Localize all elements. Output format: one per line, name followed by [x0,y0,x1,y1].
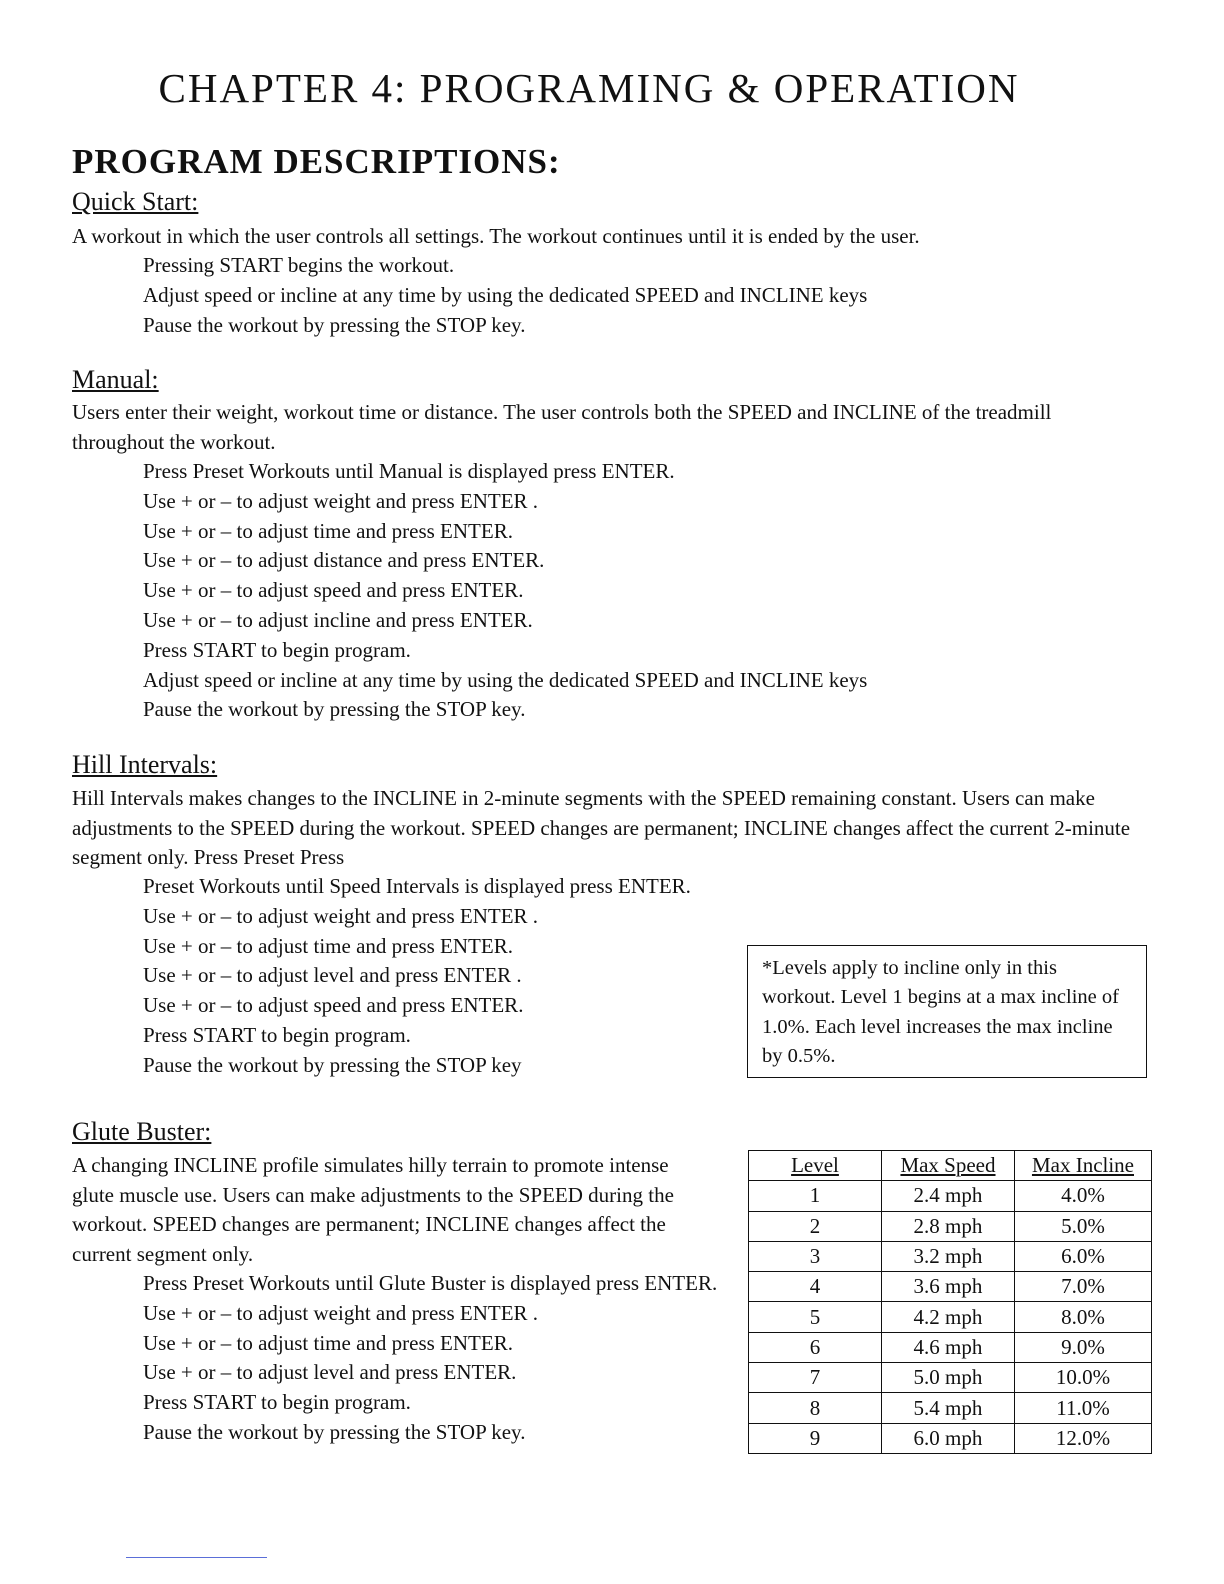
program-descriptions-heading: PROGRAM DESCRIPTIONS: [72,142,561,181]
step-item: Use + or – to adjust level and press ENTER . [143,963,522,988]
hill-intervals-description: Hill Intervals makes changes to the INCLINE in 2-minute segments with the SPEED remaining constant. Users can make adjustments to the SPEED during the workout. SPEED changes are permanent; INCLINE changes affect the current 2-minute segment only. Press Preset Press [72,786,1131,870]
step-item: Use + or – to adjust time and press ENTER. [143,518,513,543]
manual-steps [143,457,867,725]
step-item: Pressing START begins the workout. [143,253,455,277]
table-row [749,1302,1152,1332]
step-item: Pause the workout by pressing the STOP key [143,1052,522,1077]
max-incline-cell: 7.0% [1014,1272,1151,1302]
step-item: Press START to begin program. [143,637,411,662]
max-incline-cell: 4.0% [1014,1181,1151,1211]
header-max-speed: Max Speed [881,1151,1014,1181]
quick-start-heading: Quick Start: [72,187,199,216]
manual-description: Users enter their weight, workout time or distance. The user controls both the SPEED and INCLINE of the treadmill throughout the workout. [72,400,1052,454]
level-cell: 7 [749,1363,882,1393]
footer-rule [126,1557,267,1558]
header-max-incline: Max Incline [1014,1151,1151,1181]
step-item: Pause the workout by pressing the STOP key. [143,697,526,722]
step-item: Use + or – to adjust speed and press ENTER. [143,578,524,603]
levels-note-box: *Levels apply to incline only in this workout. Level 1 begins at a max incline of 1.0%. Each level increases the max incline by 0.5%. [747,945,1147,1078]
max-speed-cell: 4.6 mph [881,1332,1014,1362]
table-row [749,1241,1152,1271]
step-item: Pause the workout by pressing the STOP key. [143,1419,526,1444]
level-cell: 6 [749,1332,882,1362]
max-incline-cell: 10.0% [1014,1363,1151,1393]
table-row [749,1181,1152,1211]
table-row [749,1363,1152,1393]
max-speed-cell: 5.4 mph [881,1393,1014,1423]
manual-heading: Manual: [72,365,159,394]
glute-buster-heading: Glute Buster: [72,1117,212,1146]
table-row [749,1423,1152,1453]
chapter-title: CHAPTER 4: PROGRAMING & OPERATION [158,65,1020,111]
max-incline-cell: 12.0% [1014,1423,1151,1453]
step-item: Adjust speed or incline at any time by using the dedicated SPEED and INCLINE keys [143,667,868,692]
hill-intervals-heading: Hill Intervals: [72,750,218,779]
level-cell: 5 [749,1302,882,1332]
step-item: Use + or – to adjust level and press ENTER. [143,1360,517,1385]
table-row [749,1332,1152,1362]
step-item: Adjust speed or incline at any time by using the dedicated SPEED and INCLINE keys [143,282,868,307]
max-speed-cell: 3.6 mph [881,1272,1014,1302]
quick-start-steps [143,251,867,340]
max-speed-cell: 2.4 mph [881,1181,1014,1211]
table-header-row [749,1151,1152,1181]
level-cell: 4 [749,1272,882,1302]
table-row [749,1272,1152,1302]
step-item: Use + or – to adjust incline and press ENTER. [143,607,533,632]
level-cell: 1 [749,1181,882,1211]
step-item: Use + or – to adjust time and press ENTER. [143,1330,513,1355]
table-row [749,1211,1152,1241]
max-incline-cell: 5.0% [1014,1211,1151,1241]
hill-intervals-steps [143,872,691,1081]
step-item: Preset Workouts until Speed Intervals is displayed press ENTER. [143,874,691,898]
step-item: Use + or – to adjust time and press ENTER. [143,933,513,958]
step-item: Press START to begin program. [143,1390,411,1415]
level-cell: 8 [749,1393,882,1423]
max-incline-cell: 9.0% [1014,1332,1151,1362]
step-item: Use + or – to adjust weight and press ENTER . [143,488,539,513]
level-cell: 9 [749,1423,882,1453]
step-item: Press Preset Workouts until Manual is displayed press ENTER. [143,459,675,483]
level-cell: 3 [749,1241,882,1271]
quick-start-description: A workout in which the user controls all settings. The workout continues until it is ended by the user. [72,224,920,248]
step-item: Use + or – to adjust distance and press ENTER. [143,548,545,573]
glute-buster-steps [143,1269,717,1448]
max-incline-cell: 8.0% [1014,1302,1151,1332]
glute-buster-description: A changing INCLINE profile simulates hilly terrain to promote intense glute muscle use. Users can make adjustments to the SPEED during the workout. SPEED changes are permanent; INCLINE changes affect the current segment only. [72,1153,674,1266]
table-row [749,1393,1152,1423]
max-incline-cell: 6.0% [1014,1241,1151,1271]
max-speed-cell: 2.8 mph [881,1211,1014,1241]
header-level: Level [749,1151,882,1181]
step-item: Press Preset Workouts until Glute Buster is displayed press ENTER. [143,1271,718,1295]
step-item: Press START to begin program. [143,1022,411,1047]
max-speed-cell: 6.0 mph [881,1423,1014,1453]
level-cell: 2 [749,1211,882,1241]
step-item: Use + or – to adjust weight and press ENTER . [143,903,539,928]
level-table [748,1150,1152,1454]
step-item: Use + or – to adjust speed and press ENTER. [143,993,524,1018]
step-item: Pause the workout by pressing the STOP key. [143,312,526,337]
max-speed-cell: 3.2 mph [881,1241,1014,1271]
max-incline-cell: 11.0% [1014,1393,1151,1423]
max-speed-cell: 4.2 mph [881,1302,1014,1332]
max-speed-cell: 5.0 mph [881,1363,1014,1393]
step-item: Use + or – to adjust weight and press ENTER . [143,1300,539,1325]
